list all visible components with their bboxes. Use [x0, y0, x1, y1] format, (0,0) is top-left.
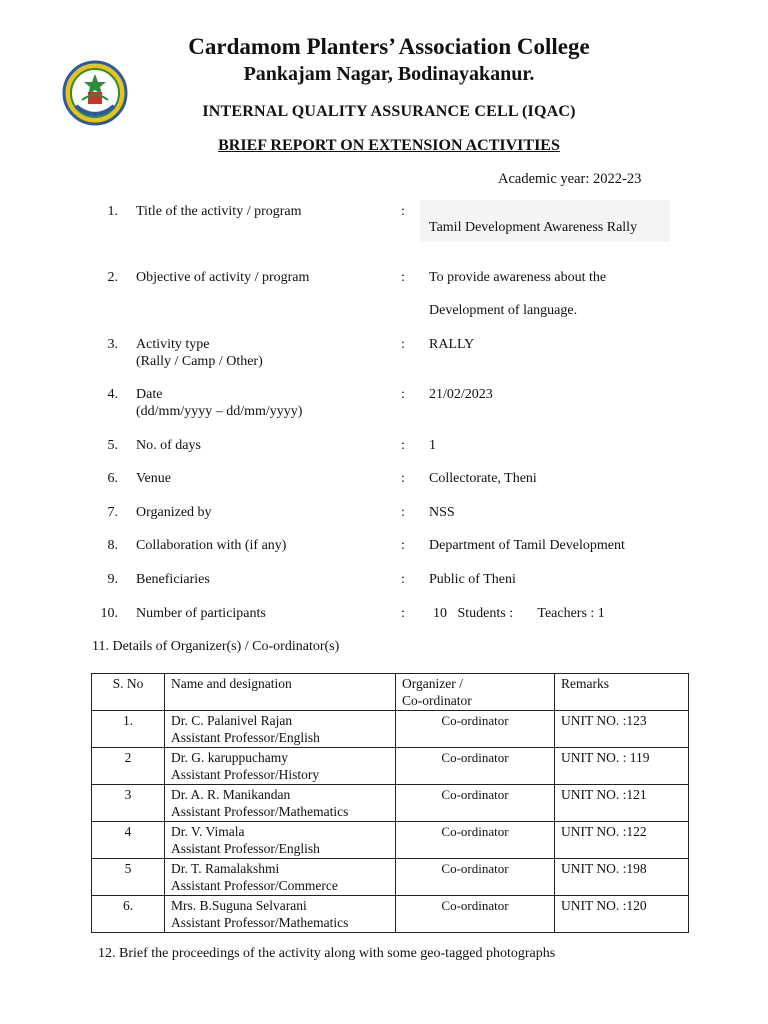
cell-role: Co-ordinator [396, 859, 555, 896]
field-number: 1. [107, 204, 118, 219]
person-designation: Assistant Professor/English [171, 730, 320, 745]
field-label: No. of days [136, 438, 201, 453]
field-colon: : [401, 471, 405, 486]
person-name: Dr. T. Ramalakshmi [171, 861, 280, 876]
field-value: To provide awareness about the [429, 270, 607, 285]
field-label: Title of the activity / program [136, 204, 302, 219]
field-number: 8. [107, 538, 118, 553]
person-designation: Assistant Professor/Mathematics [171, 804, 349, 819]
table-row [92, 711, 689, 748]
field-label: Activity type [136, 337, 210, 352]
cell-role: Co-ordinator [396, 896, 555, 933]
field-number: 2. [107, 270, 118, 285]
col-header-remarks: Remarks [555, 674, 689, 711]
field-value: Tamil Development Awareness Rally [429, 220, 638, 235]
organizers-table [91, 673, 689, 933]
col-header-name: Name and designation [165, 674, 396, 711]
field-sublabel: (dd/mm/yyyy – dd/mm/yyyy) [136, 404, 303, 419]
field-sublabel: (Rally / Camp / Other) [136, 354, 263, 369]
table-row [92, 896, 689, 933]
field-value: Collectorate, Theni [429, 471, 537, 486]
table-row [92, 748, 689, 785]
field-number: 7. [107, 505, 118, 520]
person-name: Dr. G. karuppuchamy [171, 750, 288, 765]
field-number: 10. [100, 606, 118, 621]
cell-name [165, 785, 396, 822]
field-value: Public of Theni [429, 572, 516, 587]
person-name: Dr. C. Palanivel Rajan [171, 713, 293, 728]
cell-sno: 4 [92, 822, 165, 859]
person-name: Dr. V. Vimala [171, 824, 245, 839]
field-colon: : [401, 204, 405, 219]
person-designation: Assistant Professor/English [171, 841, 320, 856]
cell-role: Co-ordinator [396, 711, 555, 748]
cell-name [165, 859, 396, 896]
field-value: Department of Tamil Development [429, 538, 625, 553]
table-row [92, 822, 689, 859]
cell-sno: 5 [92, 859, 165, 896]
field-value-line2: Development of language. [429, 303, 578, 318]
person-designation: Assistant Professor/History [171, 767, 320, 782]
field-colon: : [401, 337, 405, 352]
field-label: Collaboration with (if any) [136, 538, 287, 553]
cell-sno: 2 [92, 748, 165, 785]
section-12-heading: 12. Brief the proceedings of the activity along with some geo-tagged photographs [98, 946, 556, 961]
field-colon: : [401, 505, 405, 520]
field-label: Objective of activity / program [136, 270, 310, 285]
person-name: Dr. A. R. Manikandan [171, 787, 291, 802]
field-value: 21/02/2023 [429, 387, 493, 402]
cell-name [165, 711, 396, 748]
academic-year: Academic year: 2022-23 [498, 171, 642, 187]
cell-remarks: UNIT NO. : 119 [555, 748, 689, 785]
field-value: 10 Students : Teachers : 1 [433, 606, 605, 621]
field-value: 1 [429, 438, 436, 453]
field-colon: : [401, 572, 405, 587]
col-header-role [396, 674, 555, 711]
field-colon: : [401, 387, 405, 402]
field-colon: : [401, 438, 405, 453]
person-designation: Assistant Professor/Mathematics [171, 915, 349, 930]
field-label: Beneficiaries [136, 572, 210, 587]
field-label: Venue [136, 471, 171, 486]
field-label: Date [136, 387, 163, 402]
cell-role: Co-ordinator [396, 748, 555, 785]
table-row [92, 859, 689, 896]
cell-sno: 6. [92, 896, 165, 933]
table-header-row [92, 674, 689, 711]
field-colon: : [401, 270, 405, 285]
cell-remarks: UNIT NO. :198 [555, 859, 689, 896]
field-label: Organized by [136, 505, 212, 520]
field-number: 3. [107, 337, 118, 352]
field-colon: : [401, 538, 405, 553]
field-colon: : [401, 606, 405, 621]
cell-sno: 3 [92, 785, 165, 822]
cell-remarks: UNIT NO. :123 [555, 711, 689, 748]
cell-name [165, 748, 396, 785]
cell-remarks: UNIT NO. :122 [555, 822, 689, 859]
person-designation: Assistant Professor/Commerce [171, 878, 338, 893]
cell-remarks: UNIT NO. :120 [555, 896, 689, 933]
cell-sno: 1. [92, 711, 165, 748]
col-header-role-line1: Organizer / [402, 676, 463, 691]
cell-name [165, 896, 396, 933]
person-name: Mrs. B.Suguna Selvarani [171, 898, 307, 913]
college-name: Cardamom Planters’ Association College [188, 34, 590, 59]
field-value: RALLY [429, 337, 475, 352]
cell-role: Co-ordinator [396, 822, 555, 859]
report-title: BRIEF REPORT ON EXTENSION ACTIVITIES [218, 137, 560, 154]
field-number: 6. [107, 471, 118, 486]
field-label: Number of participants [136, 606, 266, 621]
field-number: 9. [107, 572, 118, 587]
college-address: Pankajam Nagar, Bodinayakanur. [243, 63, 535, 85]
cell-name [165, 822, 396, 859]
section-11-heading: 11. Details of Organizer(s) / Co-ordinator(s) [92, 639, 340, 654]
col-header-sno: S. No [92, 674, 165, 711]
field-number: 5. [107, 438, 118, 453]
cell-role: Co-ordinator [396, 785, 555, 822]
cell-remarks: UNIT NO. :121 [555, 785, 689, 822]
field-number: 4. [107, 387, 118, 402]
field-value: NSS [429, 505, 455, 520]
col-header-role-line2: Co-ordinator [402, 693, 472, 708]
cell-name: INTERNAL QUALITY ASSURANCE CELL (IQAC) [202, 103, 576, 120]
table-row [92, 785, 689, 822]
